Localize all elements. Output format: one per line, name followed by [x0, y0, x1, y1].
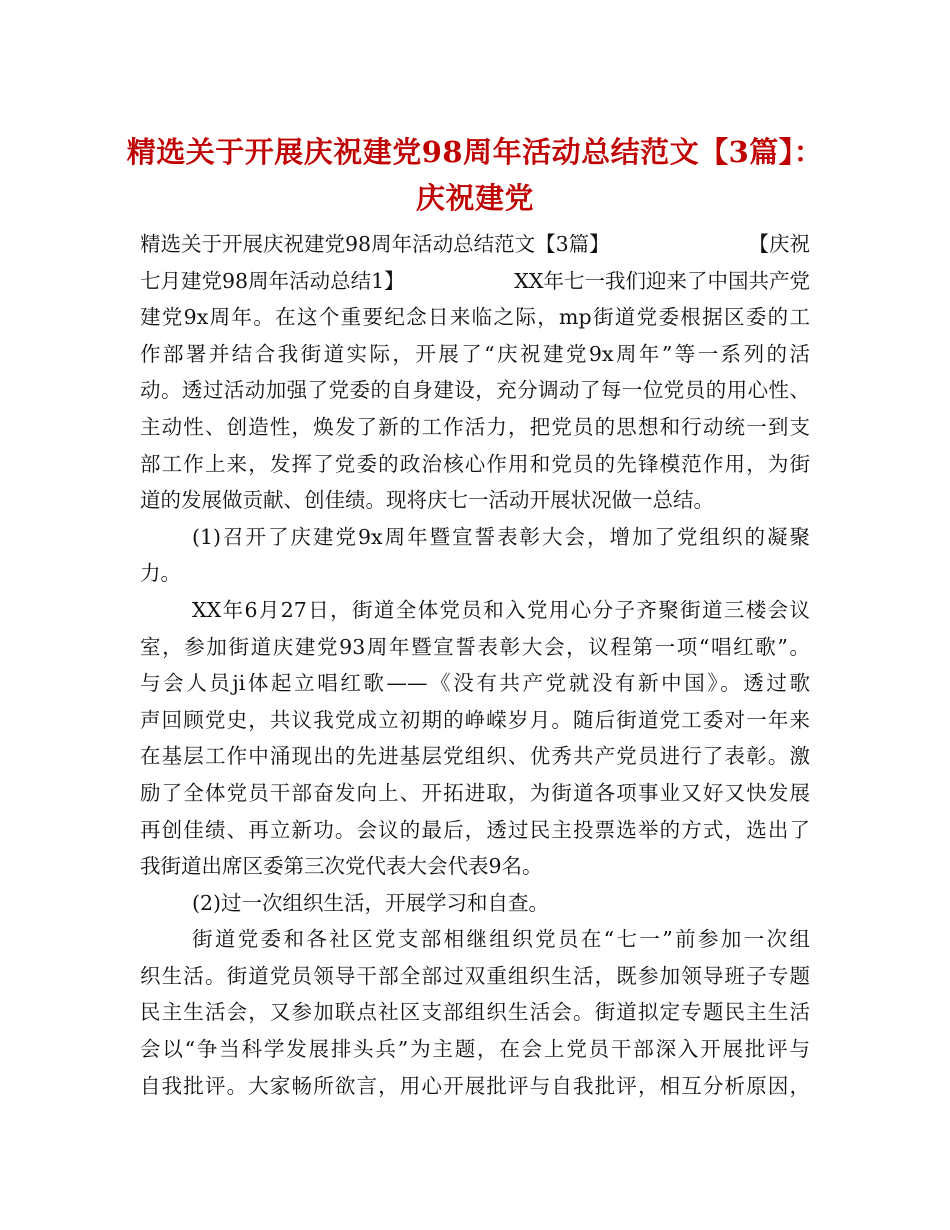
paragraph-line: 在基层工作中涌现出的先进基层党组织、优秀共产党员进行了表彰。激: [140, 744, 810, 769]
paragraph-line: 与会人员ji体起立唱红歌——《没有共产党就没有新中国》。透过歌: [140, 671, 810, 696]
paragraph-line: 会以“争当科学发展排头兵”为主题，在会上党员干部深入开展批评与: [140, 1037, 810, 1062]
paragraph-line: XX年6月27日，街道全体党员和入党用心分子齐聚街道三楼会议: [192, 597, 810, 622]
paragraph-line: 道的发展做贡献、创佳绩。现将庆七一活动开展状况做一总结。: [140, 488, 714, 513]
subhead-text: 七月建党98周年活动总结1】: [140, 268, 405, 293]
intro-text: 精选关于开展庆祝建党98周年活动总结范文【3篇】: [140, 232, 610, 256]
section-heading-line: (1)召开了庆建党9x周年暨宣誓表彰大会，增加了党组织的凝聚: [192, 524, 810, 549]
paragraph-line: 室，参加街道庆建党93周年暨宣誓表彰大会，议程第一项“唱红歌”。: [140, 634, 810, 659]
paragraph-line: 励了全体党员干部奋发向上、开拓进取，为街道各项事业又好又快发展: [140, 780, 810, 805]
paragraph-line: 街道党委和各社区党支部相继组织党员在“七一”前参加一次组: [192, 927, 810, 952]
paragraph-line: 我街道出席区委第三次党代表大会代表9名。: [140, 854, 543, 879]
paragraph-line: 主动性、创造性，焕发了新的工作活力，把党员的思想和行动统一到支: [140, 414, 810, 439]
paragraph-line: 作部署并结合我街道实际，开展了“庆祝建党9x周年”等一系列的活: [140, 341, 810, 366]
paragraph-line: 自我批评。大家畅所欲言，用心开展批评与自我批评，相互分析原因，: [140, 1073, 810, 1098]
paragraph-line: 声回顾党史，共议我党成立初期的峥嵘岁月。随后街道党工委对一年来: [140, 707, 810, 732]
paragraph-line: 织生活。街道党员领导干部全部过双重组织生活，既参加领导班子专题: [140, 963, 810, 988]
paragraph-line: 民主生活会，又参加联点社区支部组织生活会。街道拟定专题民主生活: [140, 1000, 810, 1025]
paragraph-line: 动。透过活动加强了党委的自身建设，充分调动了每一位党员的用心性、: [140, 378, 810, 403]
section-heading-line: 力。: [140, 561, 181, 586]
subhead-right-text: XX年七一我们迎来了中国共产党: [514, 268, 810, 293]
paragraph-line: 部工作上来，发挥了党委的政治核心作用和党员的先锋模范作用，为街: [140, 451, 810, 476]
intro-bracket-text: 【庆祝: [748, 232, 810, 256]
subhead-line: [140, 263, 810, 300]
document-title-line-1: 精选关于开展庆祝建党98周年活动总结范文【3篇】：: [126, 135, 824, 169]
paragraph-line: 再创佳绩、再立新功。会议的最后，透过民主投票选举的方式，选出了: [140, 817, 810, 842]
document-title-line-2: 庆祝建党: [415, 181, 534, 215]
intro-line: [140, 226, 810, 263]
paragraph-line: 建党9x周年。在这个重要纪念日来临之际，mp街道党委根据区委的工: [140, 305, 810, 330]
section-heading-line: (2)过一次组织生活，开展学习和自查。: [192, 890, 550, 915]
document-body: [140, 226, 810, 1104]
